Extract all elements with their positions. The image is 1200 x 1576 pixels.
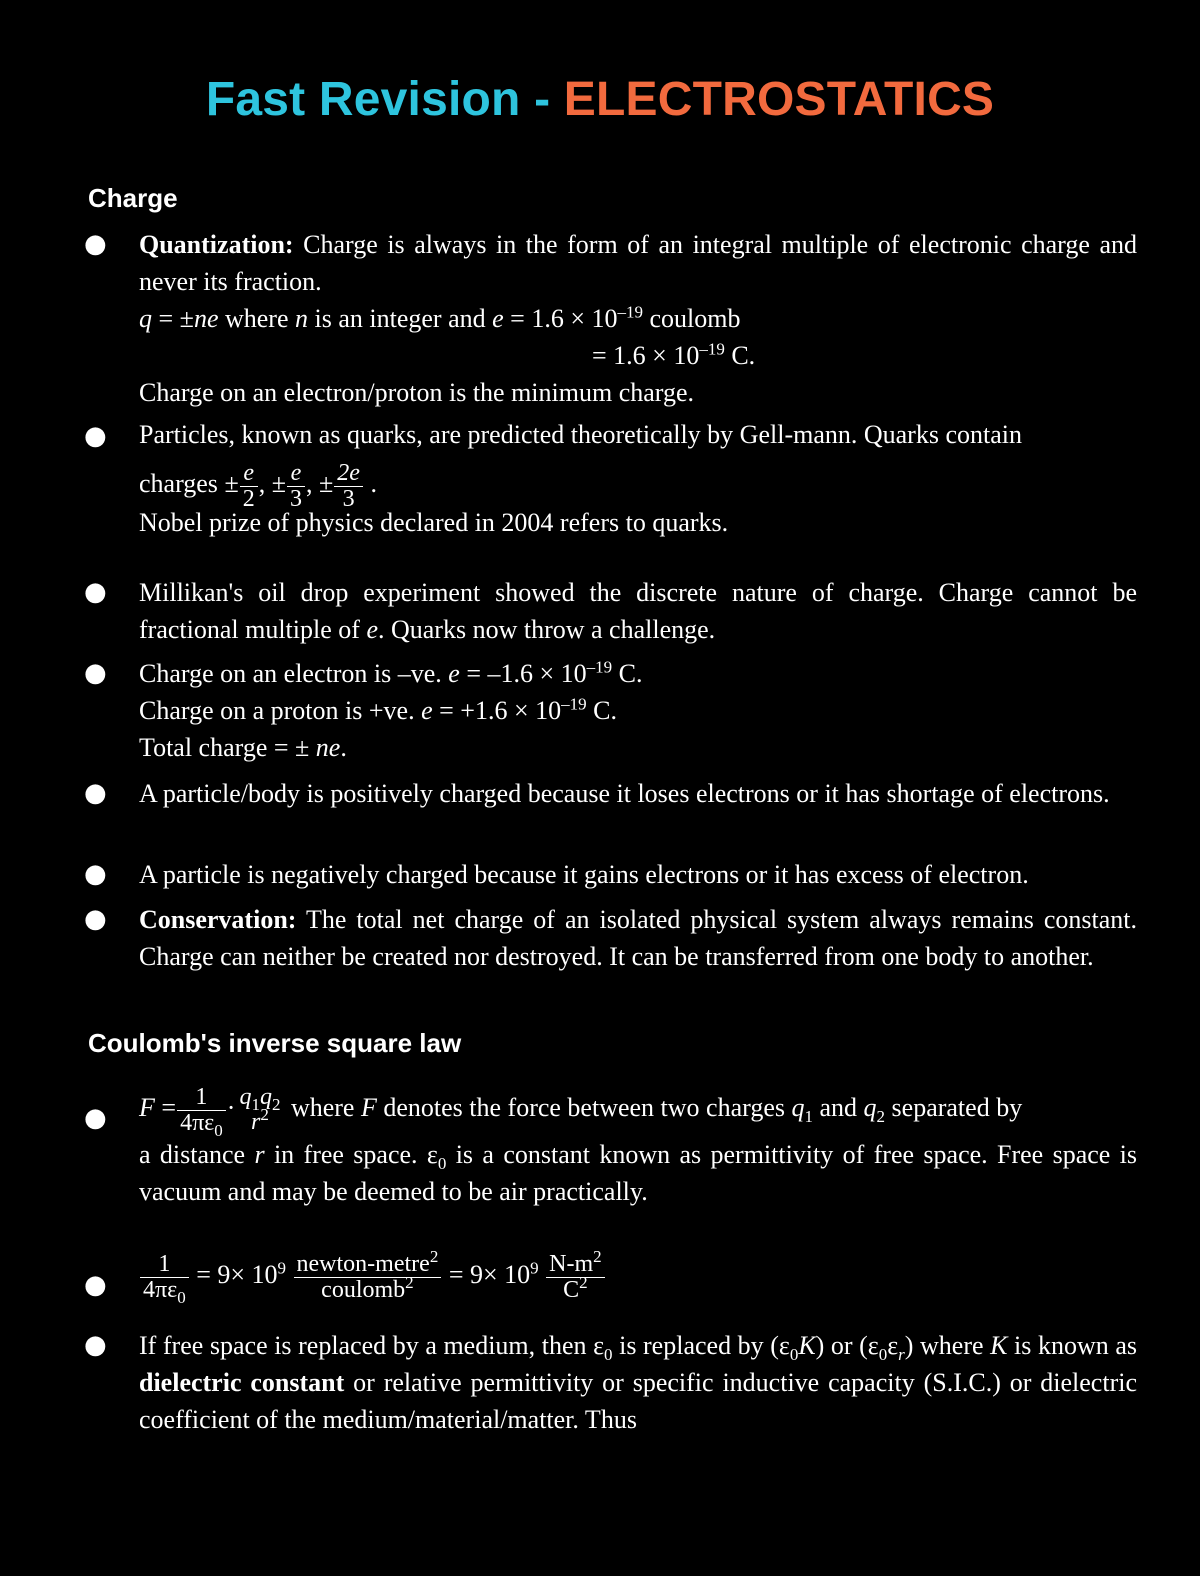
bullet-icon: ● (84, 1330, 107, 1360)
list-item-millikan: Millikan's oil drop experiment showed the discrete nature of charge. Charge cannot be fractional multiple of e. Quarks now throw a challenge. (139, 578, 1137, 644)
section-heading-charge: Charge (88, 183, 178, 213)
bullet-icon: ● (84, 778, 107, 808)
term-label: Quantization: (139, 230, 294, 259)
list-item-electron-proton: Charge on an electron is –ve. $e = -1.6 \times 10^{-19}$ C. Charge on a proton is +ve. $e = +1.6 \times 10^{-19}$ C. Total charge = ± ne. (139, 657, 643, 762)
list-item-coulomb-constant: $\frac{1}{4\pi\varepsilon_0}$ = $9\times 10^9$ $\frac{newton-metre^2}{coulomb^2}$ = $9\times 10^9$ $\frac{N-m^2}{C^2}$ (139, 1240, 1137, 1310)
page-title (0, 72, 1200, 127)
list-item-positive: A particle/body is positively charged because it loses electrons or it has shortage of electrons. (139, 779, 1110, 808)
section-heading-coulomb: Coulomb's inverse square law (88, 1028, 462, 1058)
bullet-icon: ● (84, 1270, 107, 1300)
bullet-icon: ● (84, 904, 107, 934)
bullet-icon: ● (84, 1103, 107, 1133)
title-topic: ELECTROSTATICS (563, 73, 995, 126)
bullet-icon: ● (84, 229, 107, 259)
list-item-negative: A particle is negatively charged because it gains electrons or it has excess of electron. (139, 860, 1029, 889)
equation-line: q = ±ne where n is an integer and $e = 1.6 \times 10^{-19}$ coulomb (139, 302, 741, 333)
equation-line: = $1.6 \times 10^{-19}$ C. (592, 339, 756, 370)
charges-equation: charges ± $\frac{e}{2}$ , ± $\frac{e}{3}$ , ± $\frac{2e}{3}$ . (139, 459, 377, 512)
list-item-coulomb-law: F = $\frac{1}{4\pi\varepsilon_0}$ · $q_1q_2$ $r^2$ where F denotes the force between two charges $q_1$ and $q_2$ separated by a distance r in free space. $\varepsilon_0$ is a constant known as permittivity of free space. Free space is vacuum and may be deemed to be air practically. (139, 1083, 1138, 1206)
list-item-medium: If free space is replaced by a medium, then $\varepsilon_0$ is replaced by $(\varepsilon_0K)$ or $(\varepsilon_0\varepsilon_r)$ where K is known as dielectric constant or relative permittivity or specific inductive capacity (S.I.C.) or dielectric coefficient of the medium/material/matter. Thus (139, 1331, 1137, 1434)
item-text: Particles, known as quarks, are predicted theoretically by Gell-mann. Quarks contain (139, 420, 1022, 449)
bullet-icon: ● (84, 421, 107, 451)
list-item-quantization (139, 226, 1137, 411)
item-text: Charge is always in the form of an integral multiple of electronic charge and never its fraction. (139, 230, 1137, 296)
bullet-icon: ● (84, 577, 107, 607)
bullet-icon: ● (84, 859, 107, 889)
title-prefix: Fast Revision - (205, 73, 564, 126)
list-item-conservation: Conservation: The total net charge of an isolated physical system always remains constant. Charge can neither be created nor destroyed. It can be transferred from one body to another. (139, 905, 1137, 971)
item-text: Nobel prize of physics declared in 2004 refers to quarks. (139, 507, 729, 537)
list-item-quarks (139, 416, 1137, 541)
item-text: Charge on an electron/proton is the minimum charge. (139, 378, 695, 407)
bullet-icon: ● (84, 658, 107, 688)
